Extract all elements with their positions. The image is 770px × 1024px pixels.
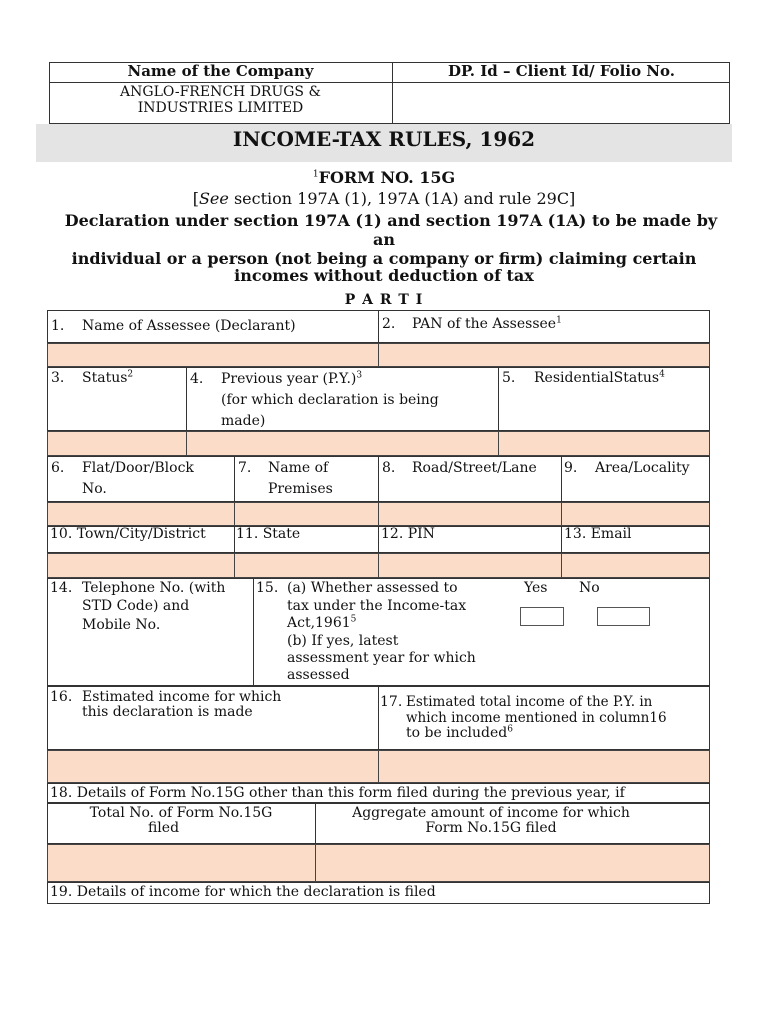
field-6-number: 6. — [51, 460, 65, 476]
field-2-label: PAN of the Assessee — [412, 316, 557, 332]
previous-year-input[interactable] — [186, 431, 499, 456]
field-4-line2: (for which declaration is being — [221, 392, 439, 408]
company-name-line2: INDUSTRIES LIMITED — [137, 100, 304, 116]
field-3-label: Status — [82, 370, 128, 386]
field-6-line2: No. — [82, 481, 107, 497]
field-9-number: 9. — [564, 460, 578, 476]
field-8-label: Road/Street/Lane — [412, 460, 537, 476]
see-section-text: section 197A (1), 197A (1A) and rule 29C] — [228, 189, 576, 208]
field-19-label: 19. Details of income for which the declaration is filed — [50, 884, 436, 900]
declaration-line-3: individual or a person (not being a company or firm) claiming certain — [71, 249, 697, 268]
field-15-line1: (a) Whether assessed to — [287, 580, 458, 596]
field-18-col2-line1: Aggregate amount of income for which — [352, 805, 630, 821]
field-2-footnote: 1 — [556, 315, 562, 326]
form-number-line — [36, 168, 732, 188]
flat-door-input[interactable] — [47, 502, 235, 526]
field-15-line4: (b) If yes, latest — [287, 633, 399, 649]
no-checkbox[interactable] — [597, 607, 650, 626]
field-4-number: 4. — [190, 371, 204, 387]
field-17-line3 — [406, 725, 513, 742]
area-locality-input[interactable] — [561, 502, 710, 526]
email-input[interactable] — [561, 553, 710, 578]
field-5-label-line — [534, 370, 665, 387]
field-6-line1: Flat/Door/Block — [82, 460, 194, 476]
field-15-line6: assessed — [287, 667, 350, 683]
field-18-col1-line1: Total No. of Form No.15G — [89, 805, 273, 821]
field-18-col1-line2: filed — [147, 820, 180, 836]
part-heading: P A R T I — [344, 292, 424, 308]
road-street-input[interactable] — [378, 502, 562, 526]
field-15-number: 15. — [256, 580, 279, 596]
declaration-line-4: incomes without deduction of tax — [234, 266, 534, 285]
field-1-number: 1. — [51, 318, 65, 334]
field-15-line5: assessment year for which — [287, 650, 476, 666]
field-3-footnote: 2 — [127, 369, 134, 380]
dp-id-value[interactable] — [394, 84, 728, 122]
field-4-line1 — [221, 371, 362, 388]
pin-input[interactable] — [378, 553, 562, 578]
field-3-number: 3. — [51, 370, 65, 386]
field-3-label-line — [82, 370, 133, 387]
field-7-number: 7. — [238, 460, 252, 476]
status-input[interactable] — [47, 431, 187, 456]
estimated-income-input[interactable] — [47, 750, 379, 783]
field-17-label: to be included — [406, 725, 508, 741]
field-5-number: 5. — [502, 370, 516, 386]
yes-label: Yes — [524, 580, 548, 596]
field-16-line1: Estimated income for which — [82, 689, 282, 705]
field-17-line2: which income mentioned in column16 — [406, 710, 667, 726]
field-15-line2: tax under the Income-tax — [287, 598, 467, 614]
dp-id-header: DP. Id – Client Id/ Folio No. — [448, 62, 675, 80]
field-2-label-line — [412, 316, 562, 333]
field-14-number: 14. — [50, 580, 73, 596]
field-1-label: Name of Assessee (Declarant) — [82, 318, 296, 334]
field-12-label: 12. PIN — [381, 526, 435, 542]
declaration-line-1: Declaration under section 197A (1) and section 197A (1A) to be made by — [64, 211, 718, 230]
field-5-footnote: 4 — [659, 369, 665, 380]
field-15-line3 — [287, 615, 356, 632]
field-10-label: 10. Town/City/District — [50, 526, 206, 542]
aggregate-income-input[interactable] — [315, 844, 710, 882]
see-bracket: [ — [192, 189, 199, 208]
assessee-name-input[interactable] — [47, 343, 379, 367]
field-4-footnote: 3 — [356, 370, 363, 381]
company-name-line1: ANGLO-FRENCH DRUGS & — [120, 84, 321, 100]
field-14-line3: Mobile No. — [82, 617, 161, 633]
company-table-hdivider — [49, 82, 730, 83]
field-18-col2-line2: Form No.15G filed — [425, 820, 557, 836]
residential-status-input[interactable] — [498, 431, 710, 456]
field-4-line3: made) — [221, 413, 266, 429]
premises-input[interactable] — [234, 502, 379, 526]
field-17-footnote: 6 — [507, 724, 513, 735]
field-16-number: 16. — [50, 689, 73, 705]
field-18-label: 18. Details of Form No.15G other than this form filed during the previous year, if — [50, 785, 625, 801]
field-5-label: ResidentialStatus — [534, 370, 660, 386]
field-13-label: 13. Email — [564, 526, 632, 542]
field-2-number: 2. — [382, 316, 396, 332]
state-input[interactable] — [234, 553, 379, 578]
town-city-input[interactable] — [47, 553, 235, 578]
field-11-label: 11. State — [236, 526, 301, 542]
field-9-label: Area/Locality — [595, 460, 690, 476]
row-14-15-divider — [253, 578, 254, 686]
total-forms-filed-input[interactable] — [47, 844, 316, 882]
estimated-total-income-input[interactable] — [378, 750, 710, 783]
pan-input[interactable] — [378, 343, 710, 367]
rules-title: INCOME-TAX RULES, 1962 — [232, 127, 536, 151]
field-14-line2: STD Code) and — [82, 598, 190, 614]
see-section-line — [36, 189, 732, 209]
no-label: No — [579, 580, 600, 596]
field-15-footnote: 5 — [350, 614, 357, 625]
see-italic: See — [198, 189, 229, 208]
field-16-line2: this declaration is made — [82, 704, 253, 720]
form-number: FORM NO. 15G — [318, 168, 456, 187]
field-8-number: 8. — [382, 460, 396, 476]
field-7-line1: Name of — [268, 460, 329, 476]
field-7-line2: Premises — [268, 481, 333, 497]
field-17-number: 17. — [380, 694, 403, 710]
yes-checkbox[interactable] — [520, 607, 564, 626]
field-15-act: Act,1961 — [287, 615, 351, 631]
field-4-label: Previous year (P.Y.) — [221, 371, 357, 387]
field-14-line1: Telephone No. (with — [82, 580, 226, 596]
company-name-header: Name of the Company — [127, 62, 314, 80]
field-17-line1: Estimated total income of the P.Y. in — [406, 694, 653, 710]
declaration-line-2: an — [373, 230, 395, 249]
form-footnote-marker: 1 — [312, 169, 319, 180]
